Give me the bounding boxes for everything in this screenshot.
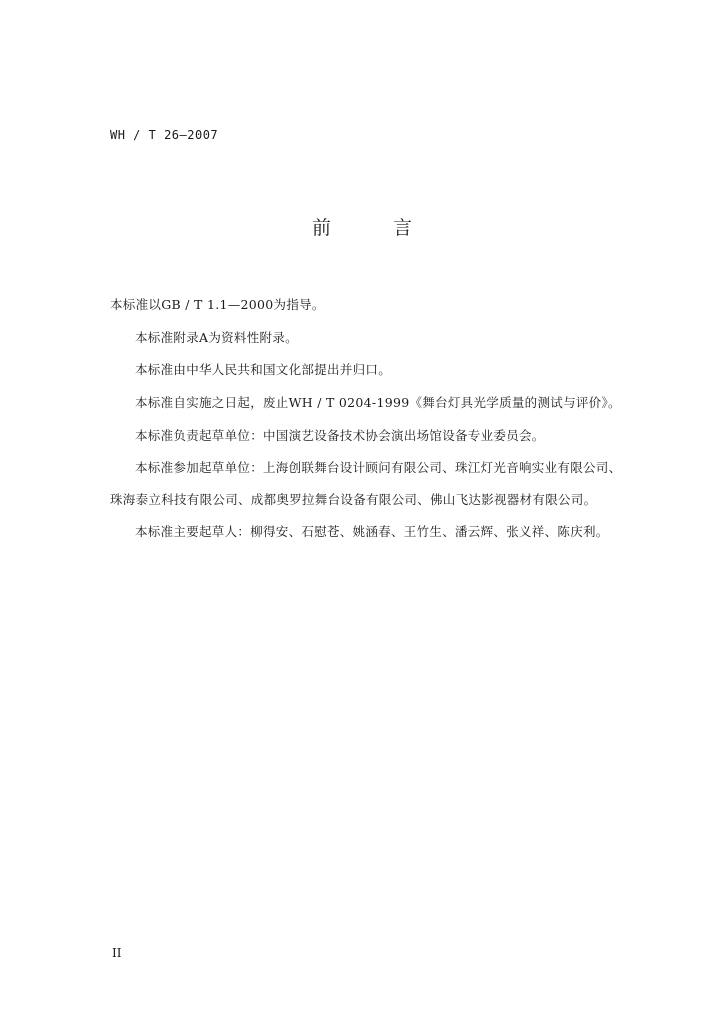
paragraph-participating-drafters: 本标准参加起草单位：上海创联舞台设计顾问有限公司、珠江灯光音响实业有限公司、 [135, 460, 622, 475]
paragraph-appendix: 本标准附录A为资料性附录。 [135, 330, 298, 345]
paragraph-supersedes: 本标准自实施之日起，废止WH / T 0204-1999《舞台灯具光学质量的测试与评价》。 [135, 395, 621, 410]
paragraph-participating-drafters-continued: 珠海泰立科技有限公司、成都奥罗拉舞台设备有限公司、佛山飞达影视器材有限公司。 [110, 492, 597, 507]
paragraph-guidance: 本标准以GB / T 1.1—2000为指导。 [110, 297, 325, 312]
standard-code: WH / T 26—2007 [110, 128, 219, 142]
page-title: 前 言 [311, 217, 441, 239]
page-number: II [112, 946, 122, 960]
paragraph-proposer: 本标准由中华人民共和国文化部提出并归口。 [135, 362, 392, 377]
paragraph-responsible-drafter: 本标准负责起草单位：中国演艺设备技术协会演出场馆设备专业委员会。 [135, 428, 545, 443]
paragraph-main-drafters: 本标准主要起草人：柳得安、石慰苍、姚涵春、王竹生、潘云辉、张义祥、陈庆利。 [135, 524, 609, 539]
